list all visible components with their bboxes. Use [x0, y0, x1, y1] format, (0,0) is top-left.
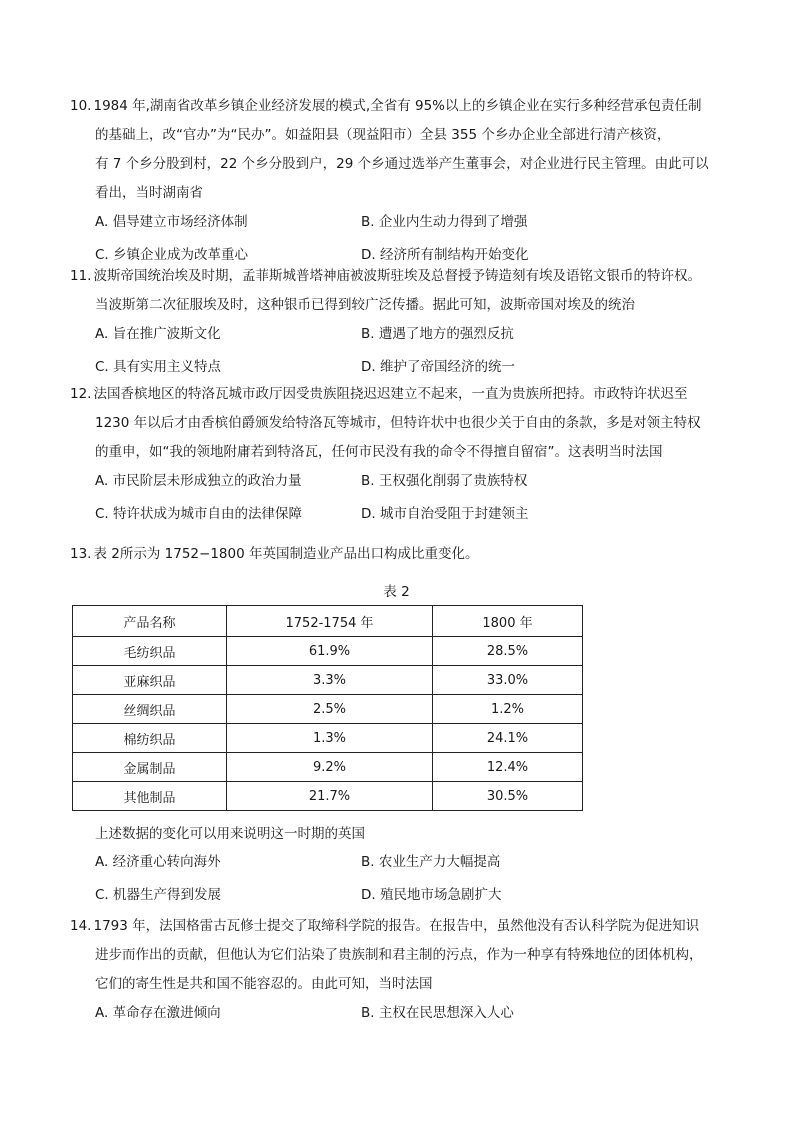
option-a[interactable]: A. 革命存在激进倾向 — [95, 1005, 221, 1021]
option-c[interactable]: C. 具有实用主义特点 — [95, 359, 222, 375]
table-row — [73, 753, 583, 782]
table-cell: 1.2% — [433, 695, 583, 724]
question-13-prompt: 上述数据的变化可以用来说明这一时期的英国 — [95, 826, 365, 842]
question-10 — [70, 92, 730, 274]
question-12 — [70, 380, 730, 533]
option-d[interactable]: D. 经济所有制结构开始变化 — [361, 247, 529, 263]
question-14-stem — [70, 912, 730, 999]
option-b[interactable]: B. 企业内生动力得到了增强 — [361, 214, 528, 230]
table-cell: 其他制品 — [73, 782, 227, 811]
question-number: 12. — [70, 386, 92, 402]
option-b[interactable]: B. 王权强化削弱了贵族特权 — [361, 473, 528, 489]
table-cell: 28.5% — [433, 637, 583, 666]
stem-line: 进步而作出的贡献，但他认为它们沾染了贵族制和君主制的污点，作为一种享有特殊地位的团体机构， — [95, 947, 703, 963]
option-b[interactable]: B. 农业生产力大幅提高 — [361, 854, 501, 870]
table-header-row — [73, 606, 583, 637]
table-cell: 61.9% — [227, 637, 433, 666]
stem-line: 1793 年，法国格雷古瓦修士提交了取缔科学院的报告。在报告中，虽然他没有否认科学院为促进知识 — [93, 918, 700, 934]
question-11-options — [70, 320, 730, 386]
table-cell: 2.5% — [227, 695, 433, 724]
stem-line: 有 7 个乡分股到村，22 个乡分股到户，29 个乡通过选举产生董事会，对企业进行民主管理。由此可以 — [95, 156, 709, 172]
table-cell: 1.3% — [227, 724, 433, 753]
table-row — [73, 724, 583, 753]
question-12-options — [70, 467, 730, 533]
stem-line: 当波斯第二次征服埃及时，这种银币已得到较广泛传播。据此可知，波斯帝国对埃及的统治 — [95, 297, 635, 313]
option-c[interactable]: C. 特许状成为城市自由的法律保障 — [95, 506, 303, 522]
table-cell: 丝绸织品 — [73, 695, 227, 724]
table-cell: 12.4% — [433, 753, 583, 782]
stem-line: 表 2所示为 1752−1800 年英国制造业产品出口构成比重变化。 — [93, 546, 479, 562]
option-d[interactable]: D. 维护了帝国经济的统一 — [361, 359, 515, 375]
question-number: 10. — [70, 98, 92, 114]
stem-line: 波斯帝国统治埃及时期，孟菲斯城普塔神庙被波斯驻埃及总督授予铸造刻有埃及语铭文银币的特许权。 — [93, 268, 701, 284]
option-b[interactable]: B. 遭遇了地方的强烈反抗 — [361, 326, 514, 342]
question-10-stem — [70, 92, 730, 208]
option-c[interactable]: C. 乡镇企业成为改革重心 — [95, 247, 249, 263]
question-13-options — [70, 848, 730, 914]
question-13 — [70, 540, 730, 569]
option-d[interactable]: D. 殖民地市场急剧扩大 — [361, 887, 502, 903]
option-c[interactable]: C. 机器生产得到发展 — [95, 887, 222, 903]
table-row — [73, 637, 583, 666]
option-a[interactable]: A. 旨在推广波斯文化 — [95, 326, 221, 342]
stem-line: 它们的寄生性是共和国不能容忍的。由此可知，当时法国 — [95, 976, 433, 992]
table-cell: 21.7% — [227, 782, 433, 811]
table-cell: 3.3% — [227, 666, 433, 695]
question-number: 13. — [70, 546, 92, 562]
table-cell: 30.5% — [433, 782, 583, 811]
table-cell: 33.0% — [433, 666, 583, 695]
question-number: 14. — [70, 918, 92, 934]
option-a[interactable]: A. 经济重心转向海外 — [95, 854, 221, 870]
table-cell: 9.2% — [227, 753, 433, 782]
question-13-stem — [70, 540, 730, 569]
table-caption: 表 2 — [383, 584, 410, 600]
option-a[interactable]: A. 倡导建立市场经济体制 — [95, 214, 248, 230]
stem-line: 看出，当时湖南省 — [95, 185, 203, 201]
table-cell: 毛纺织品 — [73, 637, 227, 666]
stem-line: 的基础上，改“官办”为“民办”。如益阳县（现益阳市）全县 355 个乡办企业全部进行清产核资， — [95, 127, 671, 143]
question-12-stem — [70, 380, 730, 467]
table-row — [73, 782, 583, 811]
table-cell: 金属制品 — [73, 753, 227, 782]
question-14-options — [70, 999, 730, 1035]
option-b[interactable]: B. 主权在民思想深入人心 — [361, 1005, 514, 1021]
column-header: 产品名称 — [73, 606, 227, 637]
table-cell: 24.1% — [433, 724, 583, 753]
question-13-options-block — [70, 848, 730, 914]
table-row — [73, 695, 583, 724]
column-header: 1752-1754 年 — [227, 606, 433, 637]
option-d[interactable]: D. 城市自治受阻于封建领主 — [361, 506, 529, 522]
stem-line: 法国香槟地区的特洛瓦城市政厅因受贵族阻挠迟迟建立不起来，一直为贵族所把持。市政特许状迟至 — [93, 386, 688, 402]
question-11-stem — [70, 262, 730, 320]
table-row — [73, 666, 583, 695]
question-14 — [70, 912, 730, 1035]
question-11 — [70, 262, 730, 386]
stem-line: 1984 年,湖南省改革乡镇企业经济发展的模式,全省有 95%以上的乡镇企业在实行多种经营承包责任制 — [93, 98, 702, 114]
table-cell: 棉纺织品 — [73, 724, 227, 753]
table-cell: 亚麻织品 — [73, 666, 227, 695]
option-a[interactable]: A. 市民阶层未形成独立的政治力量 — [95, 473, 302, 489]
stem-line: 的重申，如“我的领地附庸若到特洛瓦，任何市民没有我的命令不得擅自留宿”。这表明当时法国 — [95, 444, 663, 460]
question-number: 11. — [70, 268, 92, 284]
stem-line: 1230 年以后才由香槟伯爵颁发给特洛瓦等城市，但特许状中也很少关于自由的条款，多是对领主特权 — [95, 415, 701, 431]
column-header: 1800 年 — [433, 606, 583, 637]
export-share-table — [72, 605, 583, 811]
